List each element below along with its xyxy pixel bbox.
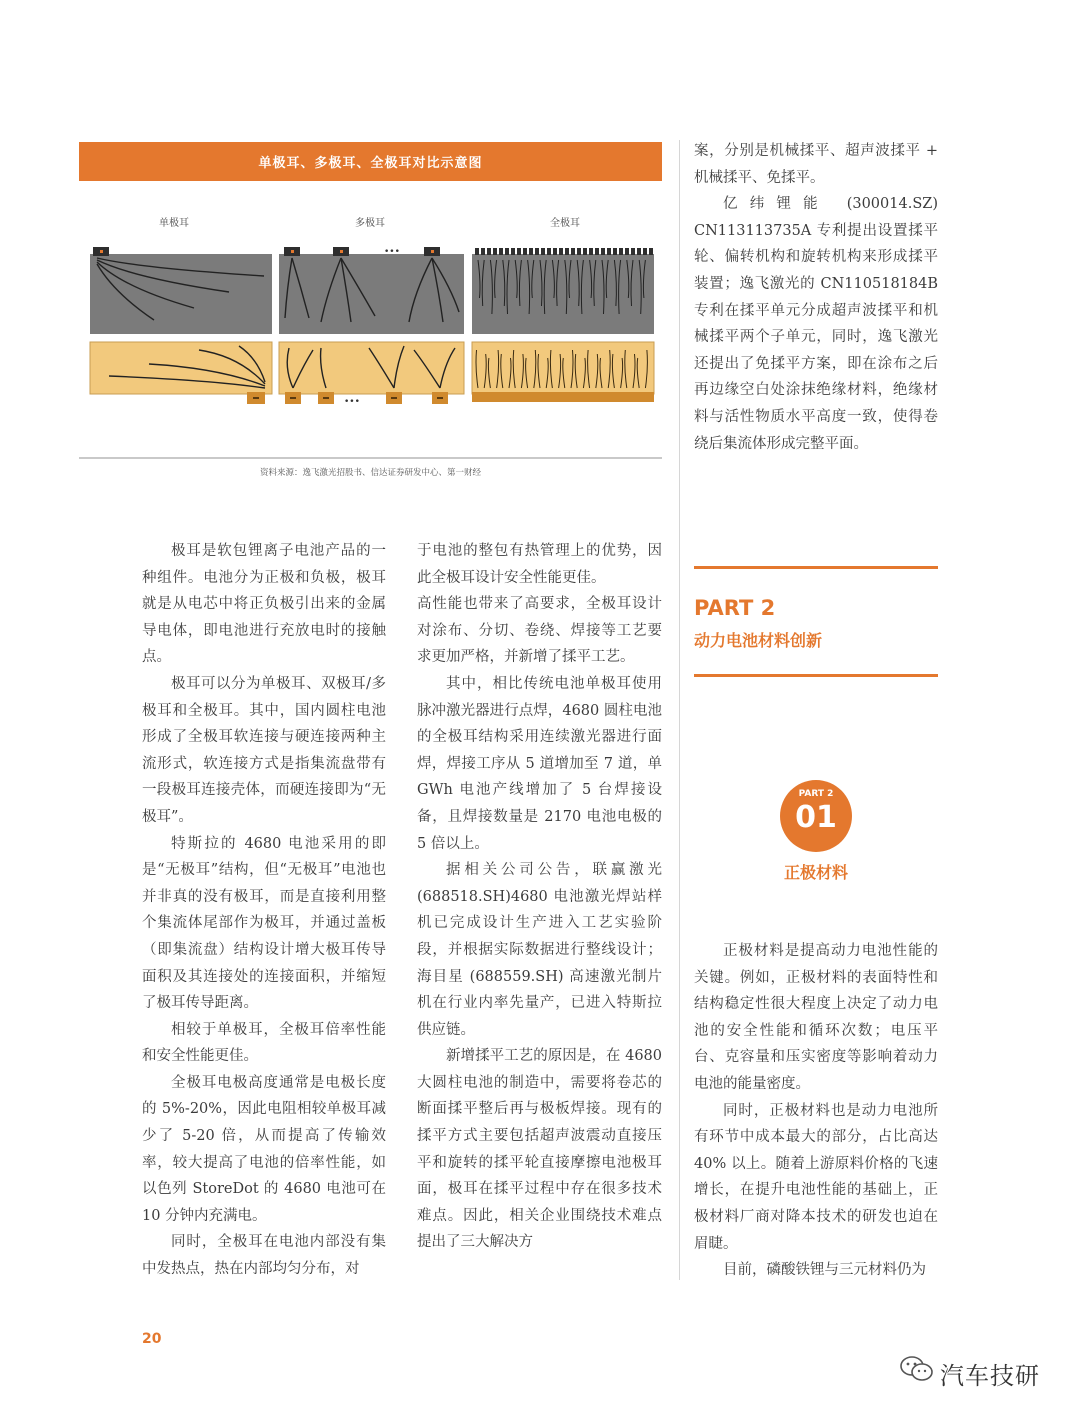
- full-tab-strip: [637, 248, 641, 255]
- figure-bottom-rule: [79, 457, 662, 459]
- label-single-tab: 单极耳: [159, 218, 189, 229]
- full-tab-strip: [493, 248, 497, 255]
- figure-title: 单极耳、多极耳、全极耳对比示意图: [79, 142, 662, 181]
- label-multi-tab: 多极耳: [355, 218, 385, 229]
- wechat-icon: [899, 1355, 935, 1383]
- body-column-1: [142, 538, 386, 1283]
- column-divider: [679, 140, 680, 1280]
- body-column-4: [694, 938, 938, 1284]
- body-column-2: [417, 538, 662, 1256]
- paragraph: 案，分别是机械揉平、超声波揉平 + 机械揉平、免揉平。: [694, 143, 938, 186]
- section-badge: [780, 780, 852, 852]
- part-subtitle: 动力电池材料创新: [694, 631, 823, 650]
- paragraph: 其中，相比传统电池单极耳使用脉冲激光器进行点焊，4680 圆柱电池的全极耳结构采用连续激光器进行面焊，焊接工序从 5 道增加至 7 道，单 GWh 电池产线增加了 5 台焊接设备，且焊接数量是 2170 电池电极的 5 倍以上。: [417, 675, 662, 852]
- paragraph: 全极耳电极高度通常是电极长度的 5%-20%，因此电阻相较单极耳减少了 5-20 倍，从而提高了传输效率，较大提高了电池的倍率性能，如以色列 StoreDot 的 4680 电池可在 10 分钟内充满电。: [142, 1074, 386, 1224]
- paragraph: 据相关公司公告，联赢激光 (688518.SH)4680 电池激光焊站样机已完成设计生产进入工艺实验阶段，并根据实际数据进行整线设计；海目星 (688559.SH) 高速激光制片机在行业内率先量产，已进入特斯拉供应链。: [417, 862, 662, 1038]
- paragraph: 正极材料是提高动力电池性能的关键。例如，正极材料的表面特性和结构稳定性很大程度上决定了动力电池的安全性能和循环次数；电压平台、克容量和压实密度等影响着动力电池的能量密度。: [694, 943, 938, 1092]
- full-tab-strip: [607, 248, 611, 255]
- full-tab-strip: [529, 248, 533, 255]
- part-rule-bottom: [694, 674, 938, 677]
- full-tab-strip: [583, 248, 587, 255]
- paragraph: 高性能也带来了高要求，全极耳设计对涂布、分切、卷绕、焊接等工艺要求更加严格，并新增了揉平工艺。: [417, 596, 662, 666]
- full-tab-strip: [553, 248, 557, 255]
- single-tab-anode: [90, 342, 272, 404]
- paragraph: 特斯拉的 4680 电池采用的即是“无极耳”结构，但“无极耳”电池也并非真的没有极耳，而是直接利用整个集流体尾部作为极耳，并通过盖板（即集流盘）结构设计增大极耳传导面积及其连接处的连接面积，并缩短了极耳传导距离。: [142, 835, 386, 1012]
- part-title: PART 2: [694, 596, 776, 620]
- full-tab-strip: [481, 248, 485, 255]
- single-tab-cathode: [90, 247, 272, 334]
- svg-text:•••: •••: [384, 247, 400, 257]
- full-tab-strip: [523, 248, 527, 255]
- badge-part-label: PART 2: [798, 789, 834, 799]
- full-tab-strip: [517, 248, 521, 255]
- full-tab-strip: [547, 248, 551, 255]
- paragraph: 亿纬锂能 (300014.SZ) CN113113735A 专利提出设置揉平轮、偏转机构和旋转机构来形成揉平装置；逸飞激光的 CN110518184B 专利在揉平单元分成超声波揉平和机械揉平两个子单元，同时，逸飞激光还提出了免揉平方案，即在涂布之后再边缘空白处涂抹绝缘材料，绝缘材料与活性物质水平高度一致，使得卷绕后集流体形成完整平面。: [694, 196, 938, 452]
- full-tab-cathode: [472, 248, 654, 334]
- figure-source: 资料来源：逸飞激光招股书、信达证券研发中心、第一财经: [259, 468, 481, 478]
- full-tab-strip: [571, 248, 575, 255]
- full-tab-strip: [601, 248, 605, 255]
- full-tab-strip: [535, 248, 539, 255]
- full-tab-strip: [643, 248, 647, 255]
- full-tab-strip: [595, 248, 599, 255]
- multi-tab-cathode: [279, 247, 464, 334]
- page-number: 20: [142, 1331, 162, 1347]
- full-tab-strip: [487, 248, 491, 255]
- label-full-tab: 全极耳: [550, 218, 580, 229]
- full-tab-strip: [577, 248, 581, 255]
- full-tab-strip: [565, 248, 569, 255]
- multi-tab-anode: [279, 342, 464, 407]
- full-tab-strip: [475, 248, 479, 255]
- body-column-3: [694, 138, 938, 457]
- paragraph: 于电池的整包有热管理上的优势，因此全极耳设计安全性能更佳。: [417, 543, 662, 586]
- full-tab-strip: [559, 248, 563, 255]
- paragraph: 同时，全极耳在电池内部没有集中发热点，热在内部均匀分布，对: [142, 1234, 386, 1278]
- full-tab-strip: [499, 248, 503, 255]
- part-rule-top: [694, 566, 938, 569]
- full-tab-strip: [619, 248, 623, 255]
- paragraph: 极耳是软包锂离子电池产品的一种组件。电池分为正极和负极，极耳就是从电芯中将正负极引出来的金属导电体，即电池进行充放电时的接触点。: [142, 543, 386, 666]
- paragraph: 目前，磷酸铁锂与三元材料仍为: [723, 1262, 926, 1279]
- full-tab-strip: [541, 248, 545, 255]
- paragraph: 极耳可以分为单极耳、双极耳/多极耳和全极耳。其中，国内圆柱电池形成了全极耳软连接与硬连接两种主流形式，软连接方式是指集流盘带有一段极耳连接壳体，而硬连接即为“无极耳”。: [142, 675, 386, 825]
- paragraph: 同时，正极材料也是动力电池所有环节中成本最大的部分，占比高达 40% 以上。随着上游原料价格的飞速增长，在提升电池性能的基础上，正极材料厂商对降本技术的研发也迫在眉睫。: [694, 1102, 938, 1252]
- full-tab-anode: [472, 342, 654, 402]
- full-tab-strip: [511, 248, 515, 255]
- watermark-text: 汽车技研: [940, 1362, 1040, 1390]
- full-tab-strip: [649, 248, 653, 255]
- section-title: 正极材料: [783, 863, 848, 882]
- paragraph: 相较于单极耳，全极耳倍率性能和安全性能更佳。: [142, 1021, 386, 1065]
- svg-text:•••: •••: [344, 397, 360, 407]
- full-tab-strip: [631, 248, 635, 255]
- full-tab-strip: [625, 248, 629, 255]
- full-tab-strip: [505, 248, 509, 255]
- badge-number: 01: [795, 800, 837, 835]
- tab-comparison-diagram: [79, 238, 662, 410]
- paragraph: 新增揉平工艺的原因是，在 4680 大圆柱电池的制造中，需要将卷芯的断面揉平整后再与极板焊接。现有的揉平方式主要包括超声波震动直接压平和旋转的揉平轮直接摩擦电池极耳面，极耳在揉平过程中存在很多技术难点。因此，相关企业围绕技术难点提出了三大解决方: [417, 1048, 662, 1251]
- full-tab-strip: [589, 248, 593, 255]
- full-tab-strip: [613, 248, 617, 255]
